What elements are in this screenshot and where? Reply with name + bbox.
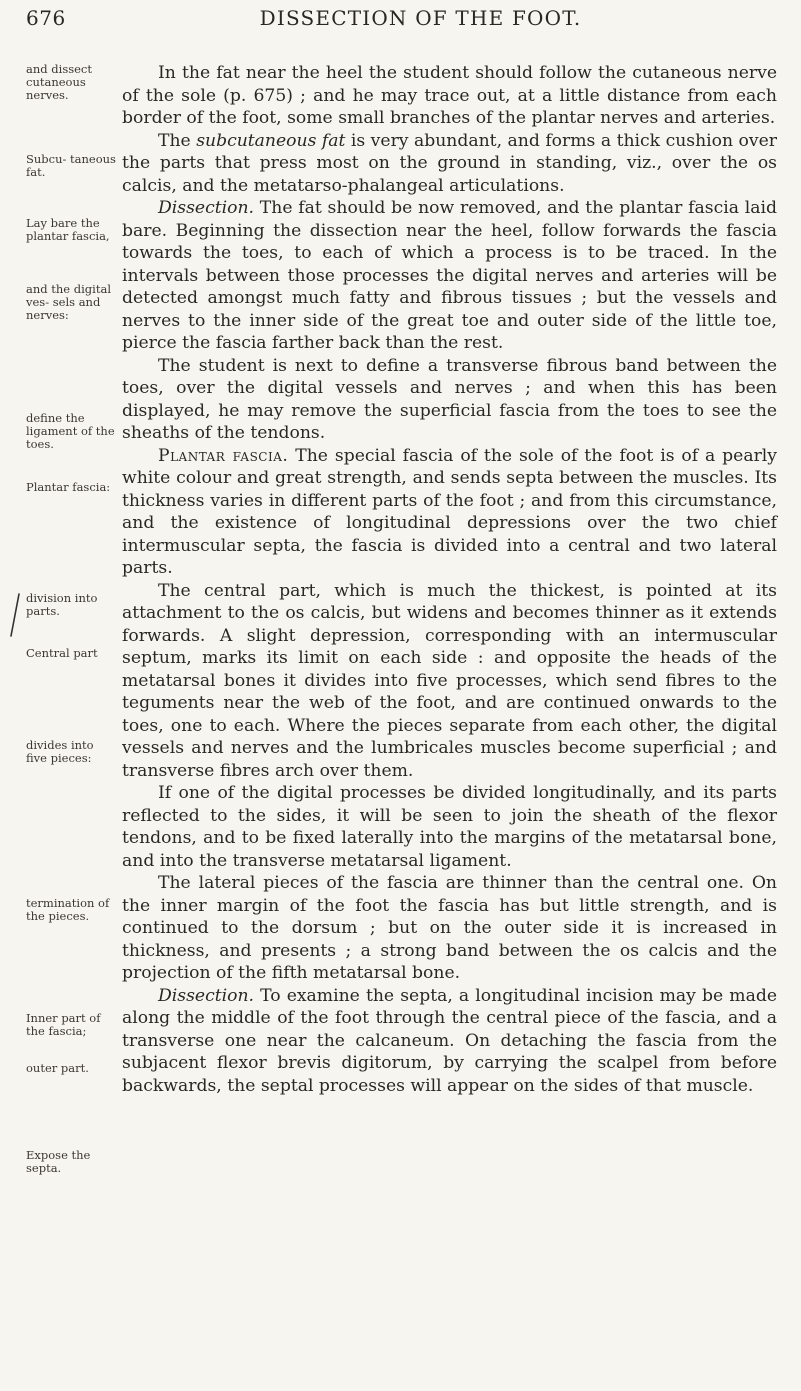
text-run: The — [158, 130, 197, 151]
smallcaps-heading: Plantar fascia. — [158, 445, 289, 466]
pencil-mark — [8, 592, 22, 638]
text-run: is very abundant, and forms a thick cushion over the parts that press most on the ground in standing, viz., over the os calcis, and the metatarso-phalangeal articulations. — [122, 130, 777, 196]
page-header — [0, 6, 801, 42]
text-run: The fat should be now removed, and the plantar fascia laid bare. Beginning the dissection near the heel, follow forwards the fascia towards the toes, to each of which a process is to be traced. In the intervals between those processes the digital nerves and arteries will be detected amongst much fatty and fibrous tissues ; but the vessels and nerves to the inner side of the great toe and outer side of the little toe, pierce the fascia farther back than the rest. — [122, 198, 777, 353]
paragraph — [122, 985, 777, 1098]
margin-note: Plantar fascia: — [26, 480, 111, 494]
paragraph — [122, 445, 777, 580]
margin-note: and the digital ves- sels and nerves: — [26, 282, 112, 322]
running-title: DISSECTION OF THE FOOT. — [259, 6, 582, 30]
paragraph — [122, 130, 777, 198]
paragraph: The lateral pieces of the fascia are thinner than the central one. On the inner margin of the foot the fascia has but little strength, and is continued to the dorsum ; but on the outer side it is increased in thickness, and presents ; a strong band between the os calcis and the projection of the fifth metatarsal bone. — [122, 873, 777, 983]
paragraph: The central part, which is much the thickest, is pointed at its attachment to the os calcis, but widens and becomes thinner as it extends forwards. A slight depression, corresponding with an intermuscular septum, marks its limit on each side : and opposite the heads of the metatarsal bones it divides into five processes, which send fibres to the teguments near the web of the foot, and are continued onwards to the toes, one to each. Where the pieces separate from each other, the digital vessels and nerves and the lumbricales muscles become superficial ; and transverse fibres arch over them. — [122, 580, 777, 781]
paragraph: If one of the digital processes be divided longitudinally, and its parts reflected to the sides, it will be seen to join the sheath of the flexor tendons, and to be fixed laterally into the margins of the metatarsal bone, and into the transverse metatarsal ligament. — [122, 783, 777, 871]
italic-term: subcutaneous fat — [196, 130, 346, 151]
margin-note: outer part. — [26, 1061, 89, 1075]
text-run: The special fascia of the sole of the foot is of a pearly white colour and great strength, and sends septa between the muscles. Its thickness varies in different parts of the foot ; and from this circumstance, and the existence of longitudinal depressions over the two chief intermuscular septa, the fascia is divided into a central and two lateral parts. — [122, 445, 777, 578]
margin-note: termination of the pieces. — [26, 896, 110, 923]
margin-note: Central part — [26, 646, 98, 660]
italic-heading: Dissection. — [158, 198, 254, 218]
paragraph — [122, 197, 777, 355]
margin-note: Expose the septa. — [26, 1148, 91, 1175]
margin-note: define the ligament of the toes. — [26, 411, 115, 451]
text-run: To examine the septa, a longitudinal incision may be made along the middle of the foot through the central piece of the fascia, and a transverse one near the calcaneum. On detaching the fascia from the subjacent flexor brevis digitorum, by carrying the scalpel from before backwards, the septal processes will appear on the sides of that muscle. — [122, 985, 777, 1096]
margin-note: divides into five pieces: — [26, 738, 94, 765]
paragraph: The student is next to define a transverse fibrous band between the toes, over the digital vessels and nerves ; and when this has been displayed, he may remove the superficial fascia from the toes to see the sheaths of the tendons. — [122, 355, 777, 443]
margin-note: Lay bare the plantar fascia, — [26, 216, 110, 243]
page-number: 676 — [26, 6, 66, 30]
body-text — [122, 62, 777, 1097]
margin-note: Subcu- taneous fat. — [26, 152, 116, 179]
margin-note: Inner part of the fascia; — [26, 1011, 101, 1038]
margin-note: and dissect cutaneous nerves. — [26, 62, 92, 102]
italic-heading: Dissection. — [158, 985, 254, 1006]
paragraph: In the fat near the heel the student should follow the cutaneous nerve of the sole (p. 675) ; and he may trace out, at a little distance from each border of the foot, some small branches of the plantar nerves and arteries. — [122, 63, 777, 128]
margin-note: division into parts. — [26, 591, 98, 618]
